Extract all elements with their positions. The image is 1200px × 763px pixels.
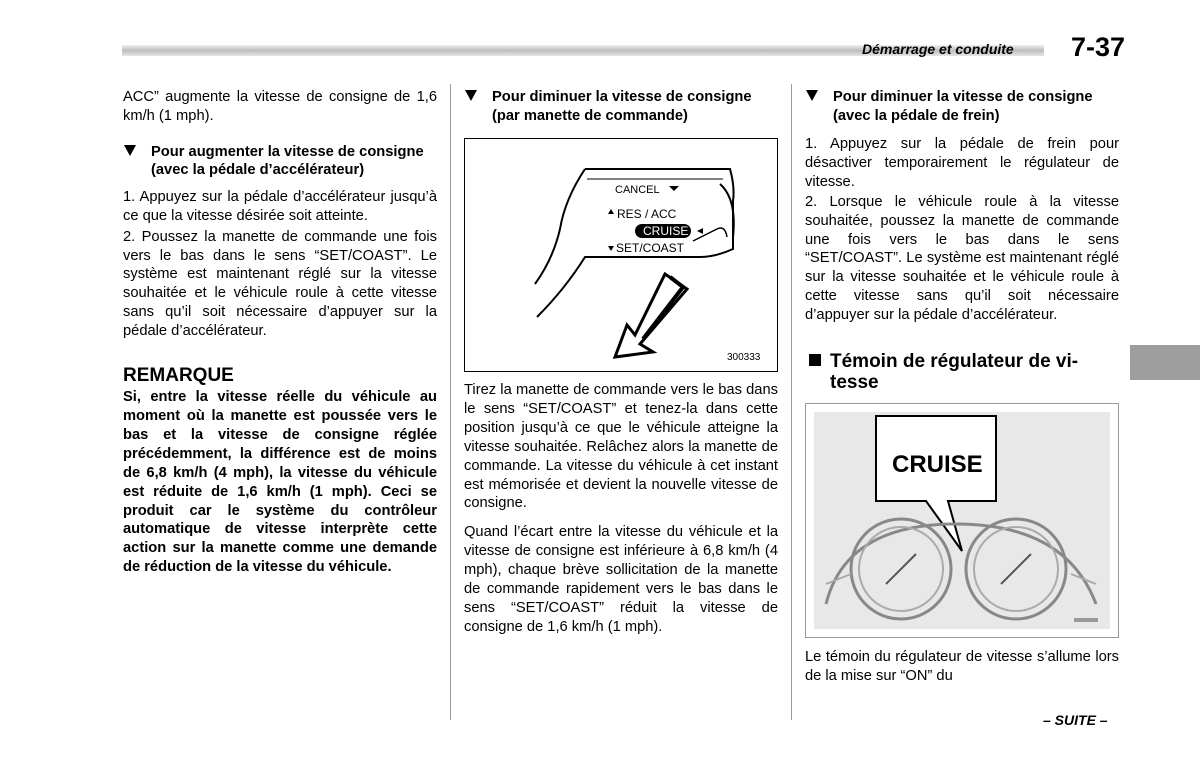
cruise-lever-illustration xyxy=(465,139,777,371)
section-heading xyxy=(805,351,1119,393)
subheading xyxy=(805,88,1119,125)
set-coast-label: SET/COAST xyxy=(616,241,685,255)
column-right xyxy=(805,88,1119,686)
figure-code: 300333 xyxy=(727,352,761,363)
square-bullet-icon xyxy=(805,351,830,393)
step: 2. Poussez la manette de commande une fois vers le bas dans le sens “SET/COAST”. Le système est maintenant réglé sur la vitesse souhaitée et le véhicule roule à cette vitesse sans qu’il soit nécessaire d’appuyer sur la pédale d’accélérateur. xyxy=(123,228,437,340)
page-number: 7-37 xyxy=(1071,32,1126,62)
cruise-indicator-figure xyxy=(805,403,1119,638)
continued-label: – SUITE – xyxy=(1043,712,1108,728)
paragraph: Quand l’écart entre la vitesse du véhicule et la vitesse de consigne est inférieure à 6,8 km/h (4 mph), chaque brève sollicitation de la manette de commande rapidement vers le bas dans le sens “SET/COAST” réduit la vitesse de consigne de 1,6 km/h (1 mph). xyxy=(464,524,778,635)
cancel-label: CANCEL xyxy=(615,184,660,196)
chapter-tab xyxy=(1130,345,1200,380)
subheading-text: Pour augmenter la vitesse de consigne (avec la pédale d’accélérateur) xyxy=(151,143,424,179)
cruise-button-label: CRUISE xyxy=(643,224,689,238)
step: 2. Lorsque le véhicule roule à la vitesse souhaitée, poussez la manette de commande une fois vers le bas dans le sens “SET/COAST”. Le système est maintenant réglé sur la vitesse souhaitée et le véhicule roule à cette vitesse sans qu’il soit nécessaire d’appuyer sur la pédale d’accélérateur. xyxy=(805,193,1119,324)
subheading-text: Pour diminuer la vitesse de consigne (par manette de commande) xyxy=(492,89,752,124)
res-acc-label: RES / ACC xyxy=(617,207,677,221)
step: 1. Appuyez sur la pédale de frein pour désactiver temporairement le régulateur de vitesse. xyxy=(805,136,1119,190)
subheading xyxy=(123,143,437,180)
subheading-text: Pour diminuer la vitesse de consigne (avec la pédale de frein) xyxy=(833,89,1093,124)
column-middle xyxy=(464,88,778,637)
running-section-title: Démarrage et conduite xyxy=(862,41,1014,57)
cruise-lever-figure xyxy=(464,138,778,372)
paragraph: Tirez la manette de commande vers le bas dans le sens “SET/COAST” et tenez-la dans cette position jusqu’à ce que le véhicule atteigne la vitesse souhaitée. Relâchez alors la manette de commande. La vitesse du véhicule à cet instant est mémorisée et devient la nouvelle vitesse de consigne. xyxy=(464,382,778,512)
triangle-bullet-icon xyxy=(464,88,492,125)
triangle-bullet-icon xyxy=(805,88,833,125)
paragraph: Le témoin du régulateur de vitesse s’allume lors de la mise sur “ON” du xyxy=(805,649,1119,684)
remark-title: REMARQUE xyxy=(123,365,234,387)
column-divider xyxy=(791,84,792,720)
subheading xyxy=(464,88,778,125)
triangle-bullet-icon xyxy=(123,143,151,180)
column-divider xyxy=(450,84,451,720)
instrument-cluster-illustration xyxy=(806,404,1118,637)
paragraph: ACC” augmente la vitesse de consigne de 1,6 km/h (1 mph). xyxy=(123,89,437,124)
section-heading-text: Témoin de régulateur de vitesse xyxy=(830,351,1079,394)
column-left xyxy=(123,88,437,577)
cruise-indicator-label: CRUISE xyxy=(892,451,983,479)
remark-body: Si, entre la vitesse réelle du véhicule au moment où la manette est poussée vers le bas et la vitesse de consigne réglée précédemment, la différence est de moins de 6,8 km/h (4 mph), la vitesse du véhicule est réduite de 1,6 km/h (1 mph). Ceci se produit car le système du contrôleur automatique de vitesse interprète cette action sur la manette comme une demande de réduction de la vitesse du véhicule. xyxy=(123,389,437,576)
step: 1. Appuyez sur la pédale d’accélérateur jusqu’à ce que la vitesse désirée soit atteinte. xyxy=(123,188,437,224)
